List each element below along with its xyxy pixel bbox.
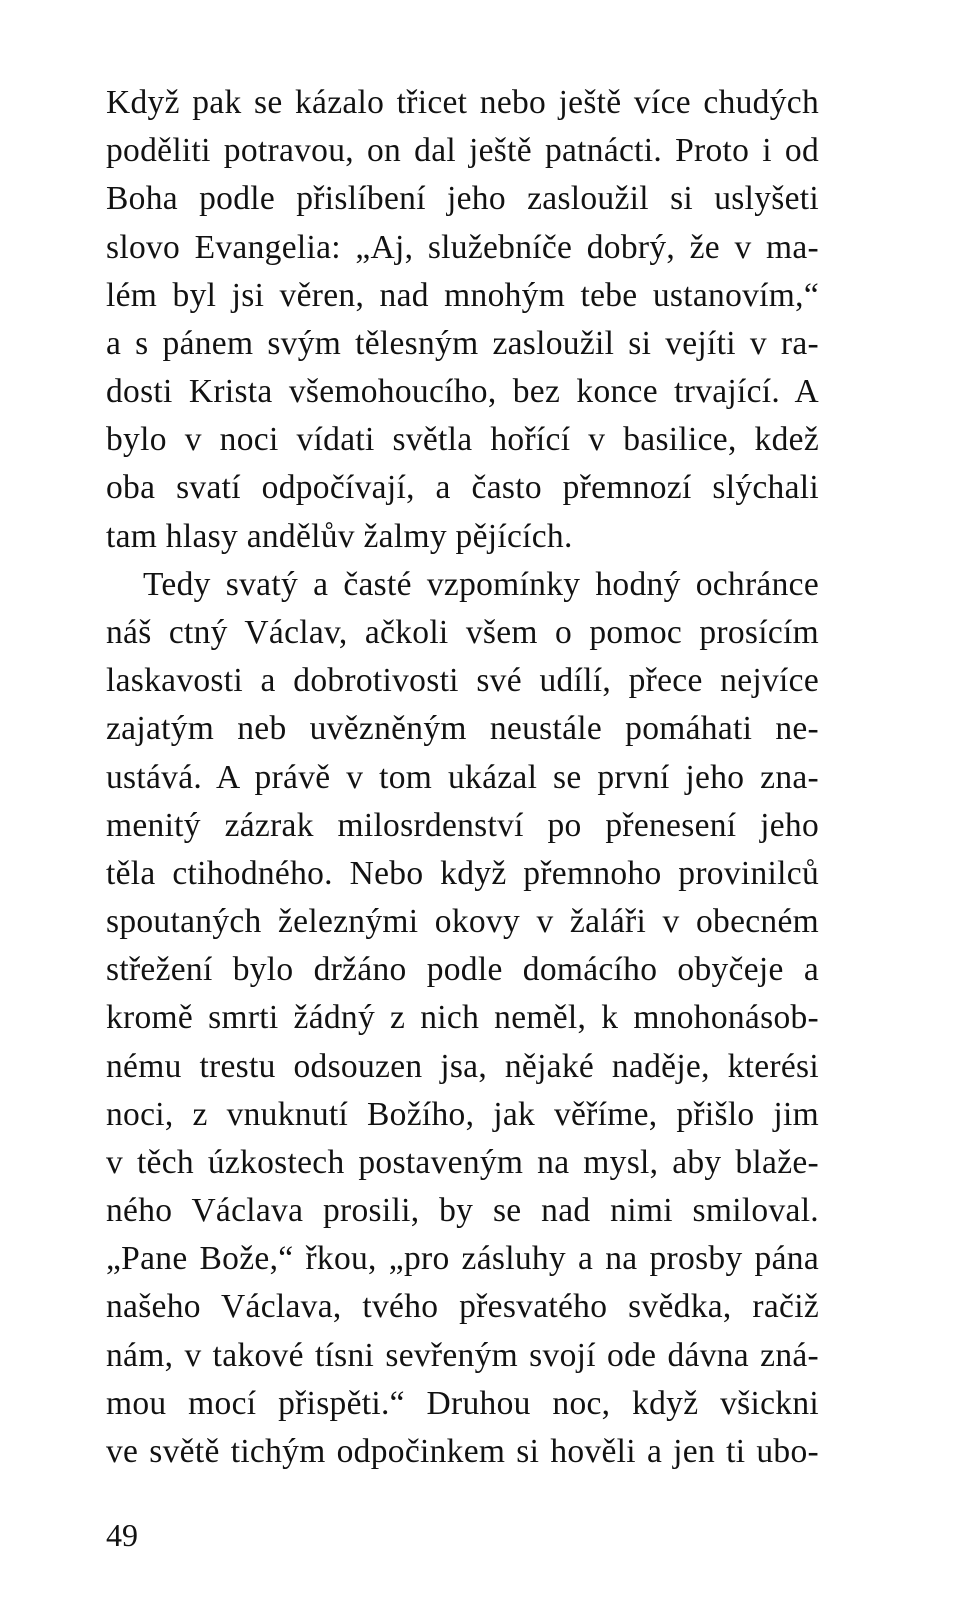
text-line: „Pane Bože,“ řkou, „pro zásluhy a na prosby pána [106,1240,819,1277]
text-line: střežení bylo držáno podle domácího obyčeje a [106,951,819,988]
page-number: 49 [106,1517,138,1553]
text-line: našeho Václava, tvého přesvatého svědka, račiž [106,1288,819,1325]
text-line: laskavosti a dobrotivosti své udílí, přece nejvíce [106,662,819,699]
text-line: spoutaných železnými okovy v žaláři v obecném [106,903,819,940]
text-line: ného Václava prosili, by se nad nimi smiloval. [106,1192,819,1229]
text-line: ustává. A právě v tom ukázal se první jeho zna- [106,759,819,796]
text-line: a s pánem svým tělesným zasloužil si vejíti v ra- [106,325,819,362]
text-line: Tedy svatý a časté vzpomínky hodný ochránce [143,566,819,603]
text-line: bylo v noci vídati světla hořící v basilice, kdež [106,421,819,458]
text-line: náš ctný Václav, ačkoli všem o pomoc prosícím [106,614,819,651]
text-line: těla ctihodného. Nebo když přemnoho provinilců [106,855,819,892]
text-line: zajatým neb uvězněným neustále pomáhati ne- [106,710,819,747]
text-line: menitý zázrak milosrdenství po přenesení jeho [106,807,819,844]
text-line: slovo Evangelia: „Aj, služebníče dobrý, že v ma- [106,229,819,266]
text-line: nám, v takové tísni sevřeným svojí ode dávna zná- [106,1337,819,1374]
text-line: dosti Krista všemohoucího, bez konce trvající. A [106,373,819,410]
text-line: tam hlasy andělův žalmy pějících. [106,518,573,555]
text-line: Když pak se kázalo třicet nebo ještě více chudých [106,84,819,121]
text-line: lém byl jsi věren, nad mnohým tebe ustanovím,“ [106,277,819,314]
text-line: poděliti potravou, on dal ještě patnácti. Proto i od [106,132,819,169]
text-line: kromě smrti žádný z nich neměl, k mnohonásob- [106,999,819,1036]
text-line: ve světě tichým odpočinkem si hověli a jen ti ubo- [106,1433,819,1470]
text-line: noci, z vnuknutí Božího, jak věříme, přišlo jim [106,1096,819,1133]
text-line: nému trestu odsouzen jsa, nějaké naděje, kterési [106,1048,819,1085]
text-line: mou mocí přispěti.“ Druhou noc, když všickni [106,1385,819,1422]
text-line: v těch úzkostech postaveným na mysl, aby blaže- [106,1144,819,1181]
text-line: Boha podle přislíbení jeho zasloužil si uslyšeti [106,180,819,217]
text-line: oba svatí odpočívají, a často přemnozí slýchali [106,469,819,506]
